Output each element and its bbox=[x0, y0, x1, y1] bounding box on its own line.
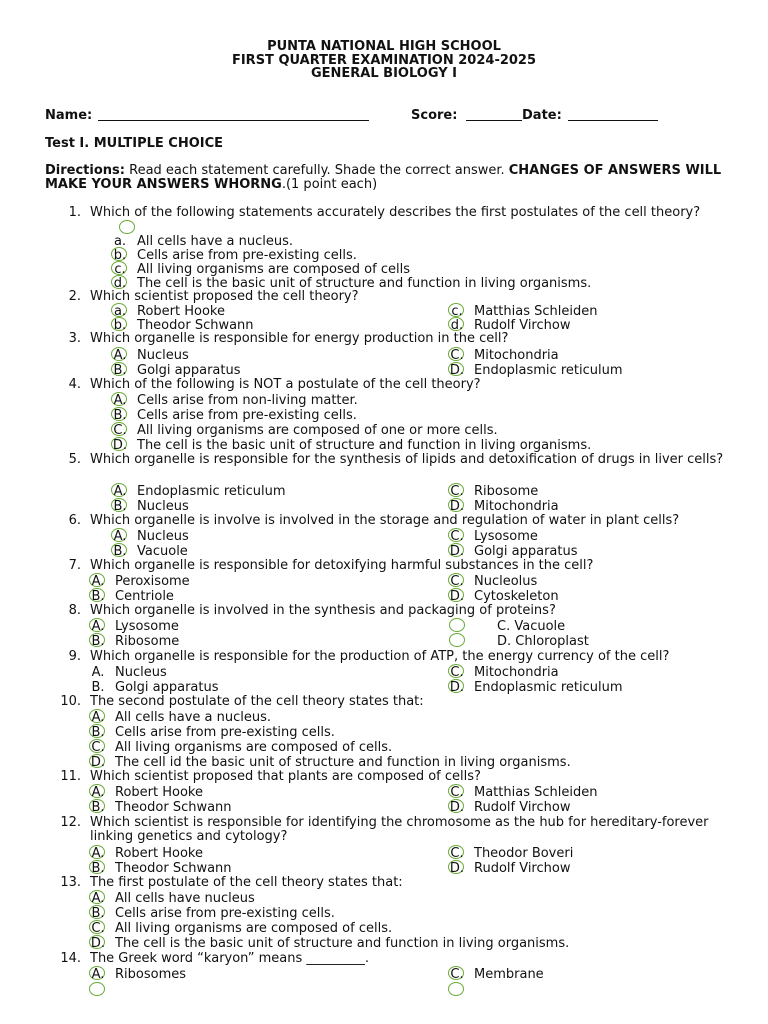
score-label: Score: bbox=[411, 108, 458, 123]
option-text: Golgi apparatus bbox=[115, 680, 219, 695]
option-text: Cells arise from non-living matter. bbox=[137, 393, 358, 408]
option-letter: D. bbox=[449, 861, 465, 876]
question-text: The second postulate of the cell theory states that: bbox=[90, 694, 424, 709]
question-number: 1. bbox=[68, 205, 81, 220]
option-text: Robert Hooke bbox=[115, 846, 203, 861]
name-blank[interactable] bbox=[98, 108, 369, 121]
test-title: Test I. MULTIPLE CHOICE bbox=[45, 136, 224, 151]
question-text: Which scientist proposed that plants are composed of cells? bbox=[90, 769, 481, 784]
option-letter: D. bbox=[90, 936, 106, 951]
option-letter: D. bbox=[449, 544, 465, 559]
option-text: Mitochondria bbox=[474, 499, 559, 514]
option-letter: B. bbox=[91, 725, 105, 740]
option-text: All cells have a nucleus. bbox=[115, 710, 272, 725]
option-text: Peroxisome bbox=[115, 574, 190, 589]
question-text: Which organelle is responsible for the synthesis of lipids and detoxification of drugs in liver cells? bbox=[90, 452, 724, 467]
option-text: Endoplasmic reticulum bbox=[474, 363, 623, 378]
answer-bubble[interactable] bbox=[89, 982, 105, 996]
question-text: Which organelle is responsible for detoxifying harmful substances in the cell? bbox=[90, 558, 594, 573]
option-text: Theodor Boveri bbox=[474, 846, 574, 861]
question-number: 5. bbox=[68, 452, 81, 467]
option-text: Nucleus bbox=[137, 499, 189, 514]
option-letter: d. bbox=[450, 318, 464, 333]
option-text: Nucleus bbox=[137, 529, 189, 544]
option-text: Rudolf Virchow bbox=[474, 800, 571, 815]
option-letter: b. bbox=[113, 248, 127, 263]
answer-bubble[interactable] bbox=[448, 982, 464, 996]
question-text: Which organelle is involve is involved in the storage and regulation of water in plant cells? bbox=[90, 513, 680, 528]
directions-suffix: .(1 point each) bbox=[281, 177, 378, 192]
option-text: The cell id the basic unit of structure and function in living organisms. bbox=[115, 755, 571, 770]
option-text: Endoplasmic reticulum bbox=[137, 484, 286, 499]
question-number: 6. bbox=[68, 513, 81, 528]
option-text: Nucleus bbox=[137, 348, 189, 363]
option-text: Ribosome bbox=[115, 634, 180, 649]
question-number: 2. bbox=[68, 289, 81, 304]
option-letter: B. bbox=[113, 544, 127, 559]
option-letter: D. bbox=[449, 680, 465, 695]
answer-bubble[interactable] bbox=[449, 633, 465, 647]
option-letter: A. bbox=[113, 529, 127, 544]
name-label: Name: bbox=[45, 108, 93, 123]
option-letter: A. bbox=[91, 619, 105, 634]
option-letter: D. bbox=[112, 438, 128, 453]
option-letter: B. bbox=[91, 680, 105, 695]
option-letter: B. bbox=[91, 634, 105, 649]
option-letter: A. bbox=[91, 891, 105, 906]
option-letter: b. bbox=[113, 318, 127, 333]
option-text: All living organisms are composed of cells bbox=[137, 262, 410, 277]
option-letter: A. bbox=[91, 574, 105, 589]
question-number: 11. bbox=[60, 769, 81, 784]
exam-title: FIRST QUARTER EXAMINATION 2024-2025 bbox=[231, 53, 537, 68]
option-letter: C. bbox=[450, 846, 464, 861]
directions bbox=[45, 164, 735, 192]
option-letter: D. bbox=[90, 755, 106, 770]
option-letter: B. bbox=[113, 408, 127, 423]
option-letter: A. bbox=[91, 665, 105, 680]
option-text: Theodor Schwann bbox=[115, 800, 232, 815]
option-letter: A. bbox=[113, 348, 127, 363]
question-number: 14. bbox=[60, 951, 81, 966]
option-text: All living organisms are composed of cells. bbox=[115, 740, 393, 755]
option-text: Vacuole bbox=[137, 544, 188, 559]
directions-label: Directions: bbox=[45, 163, 125, 178]
option-letter: C. bbox=[450, 484, 464, 499]
option-letter: C. bbox=[113, 423, 127, 438]
directions-emphasis: CHANGES OF ANSWERS WILL MAKE YOUR ANSWERS WHORNG bbox=[45, 163, 722, 192]
option-letter: A. bbox=[113, 393, 127, 408]
question-number: 3. bbox=[68, 331, 81, 346]
option-letter: C. bbox=[91, 740, 105, 755]
question-text: Which of the following statements accurately describes the first postulates of the cell theory? bbox=[90, 205, 701, 220]
option-letter: a. bbox=[113, 234, 127, 249]
option-letter: A. bbox=[91, 846, 105, 861]
question-text: Which organelle is responsible for the production of ATP, the energy currency of the cell? bbox=[90, 649, 670, 664]
option-text: Cells arise from pre-existing cells. bbox=[115, 725, 335, 740]
option-text: Membrane bbox=[474, 967, 544, 982]
directions-text: Read each statement carefully. Shade the correct answer. bbox=[124, 163, 509, 178]
question-text: Which organelle is involved in the synthesis and packaging of proteins? bbox=[90, 603, 556, 618]
option-letter: C. bbox=[450, 967, 464, 982]
option-letter: B. bbox=[91, 861, 105, 876]
option-text: Mitochondria bbox=[474, 348, 559, 363]
question-text: Which organelle is responsible for energy production in the cell? bbox=[90, 331, 509, 346]
option-text: Golgi apparatus bbox=[137, 363, 241, 378]
option-letter: D. bbox=[449, 363, 465, 378]
option-text: The cell is the basic unit of structure and function in living organisms. bbox=[115, 936, 570, 951]
option-text: Robert Hooke bbox=[115, 785, 203, 800]
option-text: Nucleus bbox=[115, 665, 167, 680]
school-name: PUNTA NATIONAL HIGH SCHOOL bbox=[267, 39, 501, 54]
option-letter: A. bbox=[91, 967, 105, 982]
option-letter: B. bbox=[113, 499, 127, 514]
option-letter: C. bbox=[450, 665, 464, 680]
option-text: Cytoskeleton bbox=[474, 589, 559, 604]
date-label: Date: bbox=[522, 108, 562, 123]
option-text: Robert Hooke bbox=[137, 304, 225, 319]
option-text: Cells arise from pre-existing cells. bbox=[137, 408, 357, 423]
subject-title: GENERAL BIOLOGY I bbox=[310, 66, 458, 81]
option-text: The cell is the basic unit of structure and function in living organisms. bbox=[137, 276, 592, 291]
question-number: 13. bbox=[60, 875, 81, 890]
question-text: The Greek word “karyon” means _________. bbox=[90, 951, 369, 966]
question-number: 7. bbox=[68, 558, 81, 573]
option-letter: A. bbox=[91, 710, 105, 725]
option-letter: C. bbox=[450, 348, 464, 363]
score-blank[interactable] bbox=[466, 108, 522, 121]
option-text: D. Chloroplast bbox=[497, 634, 589, 649]
option-text: Lysosome bbox=[474, 529, 538, 544]
option-text: All cells have nucleus bbox=[115, 891, 255, 906]
option-letter: c. bbox=[114, 262, 126, 277]
option-letter: C. bbox=[91, 921, 105, 936]
option-letter: c. bbox=[451, 304, 463, 319]
option-text: Lysosome bbox=[115, 619, 179, 634]
option-text: Matthias Schleiden bbox=[474, 785, 598, 800]
option-text: Nucleolus bbox=[474, 574, 538, 589]
option-text: Golgi apparatus bbox=[474, 544, 578, 559]
option-letter: D. bbox=[449, 800, 465, 815]
date-blank[interactable] bbox=[568, 108, 658, 121]
option-letter: D. bbox=[449, 499, 465, 514]
option-text: Cells arise from pre-existing cells. bbox=[115, 906, 335, 921]
question-number: 9. bbox=[68, 649, 81, 664]
answer-bubble[interactable] bbox=[119, 220, 135, 234]
option-text: All cells have a nucleus. bbox=[137, 234, 294, 249]
option-letter: A. bbox=[113, 484, 127, 499]
option-letter: B. bbox=[91, 589, 105, 604]
option-text: Rudolf Virchow bbox=[474, 318, 571, 333]
option-text: Rudolf Virchow bbox=[474, 861, 571, 876]
option-text: Cells arise from pre-existing cells. bbox=[137, 248, 357, 263]
question-number: 8. bbox=[68, 603, 81, 618]
question-number: 4. bbox=[68, 377, 81, 392]
option-letter: C. bbox=[450, 529, 464, 544]
question-text: The first postulate of the cell theory states that: bbox=[90, 875, 403, 890]
option-text: Theodor Schwann bbox=[115, 861, 232, 876]
option-letter: D. bbox=[449, 589, 465, 604]
option-letter: a. bbox=[113, 304, 127, 319]
option-letter: C. bbox=[450, 574, 464, 589]
option-letter: A. bbox=[91, 785, 105, 800]
option-text: The cell is the basic unit of structure and function in living organisms. bbox=[137, 438, 592, 453]
option-text: Ribosome bbox=[474, 484, 539, 499]
question-number: 12. bbox=[60, 815, 81, 830]
option-text: Theodor Schwann bbox=[137, 318, 254, 333]
option-letter: B. bbox=[113, 363, 127, 378]
option-text: Ribosomes bbox=[115, 967, 187, 982]
answer-bubble[interactable] bbox=[449, 618, 465, 632]
option-text: Matthias Schleiden bbox=[474, 304, 598, 319]
option-text: Mitochondria bbox=[474, 665, 559, 680]
question-number: 10. bbox=[60, 694, 81, 709]
option-text: C. Vacuole bbox=[497, 619, 566, 634]
question-text: Which scientist is responsible for identifying the chromosome as the hub for hereditary-forever linking genetics and cytology? bbox=[90, 815, 709, 844]
option-letter: B. bbox=[91, 800, 105, 815]
option-letter: C. bbox=[450, 785, 464, 800]
question-text: Which of the following is NOT a postulate of the cell theory? bbox=[90, 377, 481, 392]
question-text: Which scientist proposed the cell theory? bbox=[90, 289, 359, 304]
option-letter: B. bbox=[91, 906, 105, 921]
option-text: All living organisms are composed of cells. bbox=[115, 921, 393, 936]
option-text: All living organisms are composed of one or more cells. bbox=[137, 423, 498, 438]
option-letter: d. bbox=[113, 276, 127, 291]
option-text: Centriole bbox=[115, 589, 174, 604]
option-text: Endoplasmic reticulum bbox=[474, 680, 623, 695]
